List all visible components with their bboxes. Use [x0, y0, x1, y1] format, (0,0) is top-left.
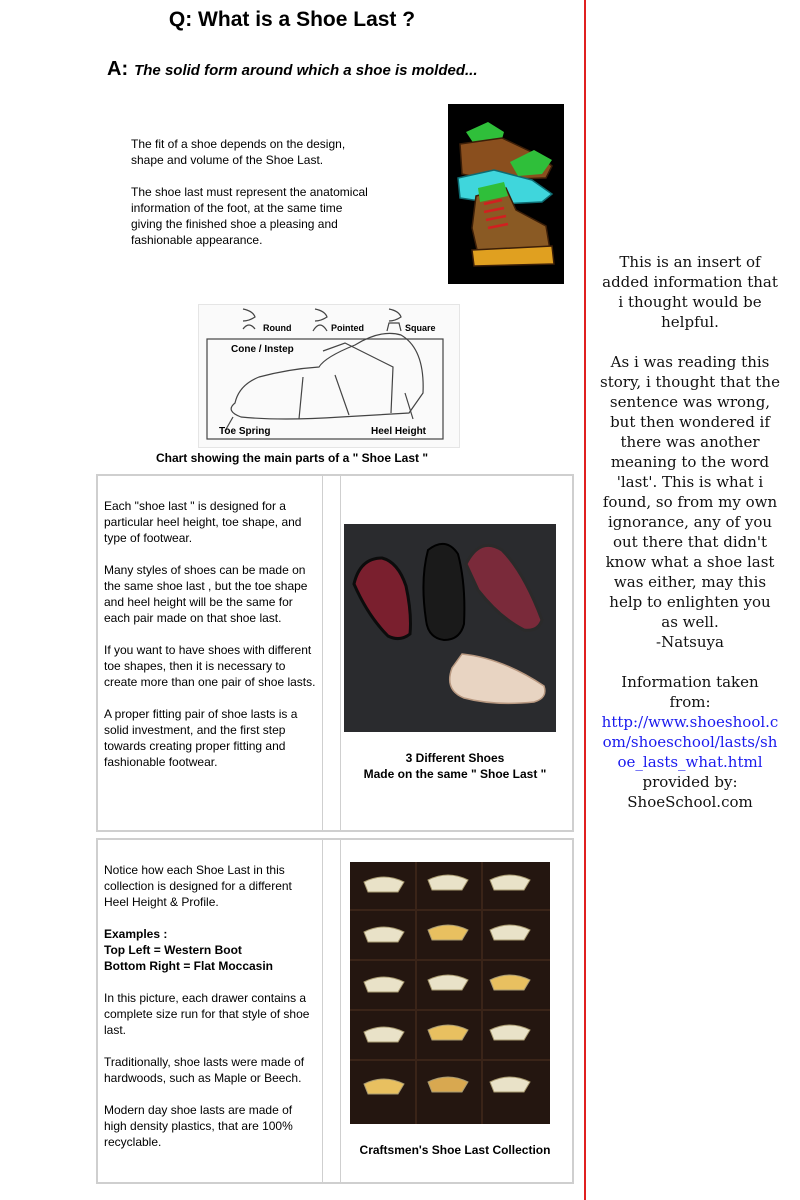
- info-box-shoes: [96, 474, 574, 832]
- answer-text: The solid form around which a shoe is molded...: [134, 62, 478, 79]
- example-item: Bottom Right = Flat Moccasin: [104, 959, 274, 973]
- heel-height-label: Heel Height: [371, 426, 427, 437]
- collection-photo-icon: [350, 862, 550, 1124]
- answer-heading: [107, 58, 477, 81]
- shoe-last-collection-photo: [350, 862, 550, 1124]
- shoes-clipart-icon: [448, 104, 564, 284]
- paragraph: Many styles of shoes can be made on the same shoe last , but the toe shape and heel height will be the same for each pair made on that shoe last.: [104, 563, 308, 625]
- examples-block: [104, 926, 314, 974]
- caption-line: Made on the same " Shoe Last ": [363, 767, 547, 781]
- toe-round-label: Round: [263, 323, 292, 333]
- toe-spring-label: Toe Spring: [219, 426, 271, 437]
- diagram-caption: Chart showing the main parts of a " Shoe Last ": [155, 451, 429, 465]
- answer-label: A:: [107, 58, 129, 80]
- source-label: Information taken from:: [621, 673, 759, 711]
- info-box-collection: [96, 838, 574, 1184]
- paragraph: Each "shoe last " is designed for a particular heel height, toe shape, and type of footwear.: [104, 499, 302, 545]
- paragraph: In this picture, each drawer contains a complete size run for that style of shoe last.: [104, 991, 310, 1037]
- example-item: Top Left = Western Boot: [104, 943, 242, 957]
- paragraph: If you want to have shoes with different toe shapes, then it is necessary to create more than one pair of shoe lasts.: [104, 643, 316, 689]
- toe-pointed-label: Pointed: [331, 323, 364, 333]
- sidebar-note: [600, 252, 780, 812]
- shoe-last-parts-diagram: [198, 304, 460, 448]
- sidebar-story-text: As i was reading this story, i thought that the sentence was wrong, but then wondered if there was another meaning to the word 'last'. This is what i found, so from my own ignorance, any of you out there that didn't know what a shoe last was either, may this help to enlighten you as well.: [600, 353, 780, 631]
- cone-instep-label: Cone / Instep: [231, 344, 294, 355]
- paragraph: Traditionally, shoe lasts were made of hardwoods, such as Maple or Beech.: [104, 1055, 305, 1085]
- column-divider: [322, 476, 323, 830]
- caption-line: 3 Different Shoes: [405, 751, 505, 765]
- intro-paragraph: The fit of a shoe depends on the design, shape and volume of the Shoe Last.: [131, 137, 346, 167]
- info-box-text: [104, 498, 316, 786]
- sidebar-source: [600, 672, 780, 812]
- shoes-photo-caption: [340, 750, 570, 782]
- vertical-divider: [584, 0, 586, 1200]
- intro-text: [131, 136, 371, 264]
- provided-label: provided by:: [642, 773, 738, 791]
- sidebar-signature: -Natsuya: [656, 633, 724, 651]
- sidebar-story: [600, 352, 780, 652]
- page-title: Q: What is a Shoe Last ?: [168, 8, 416, 31]
- column-divider: [322, 840, 323, 1182]
- paragraph: A proper fitting pair of shoe lasts is a solid investment, and the first step towards creating proper fitting and fashionable footwear.: [104, 707, 298, 769]
- info-box-text: [104, 862, 314, 1166]
- source-link[interactable]: http://www.shoeshool.com/shoeschool/lasts/shoe_lasts_what.html: [601, 713, 779, 771]
- collection-photo-caption: Craftsmen's Shoe Last Collection: [359, 1143, 551, 1157]
- column-divider: [340, 840, 341, 1182]
- paragraph: Modern day shoe lasts are made of high density plastics, that are 100% recyclable.: [104, 1103, 293, 1149]
- provider-name: ShoeSchool.com: [627, 793, 753, 811]
- three-shoes-photo: [344, 524, 556, 732]
- intro-paragraph: The shoe last must represent the anatomical information of the foot, at the same time giving the finished shoe a pleasing and fashionable appearance.: [131, 185, 368, 247]
- paragraph: Notice how each Shoe Last in this collection is designed for a different Heel Height & Profile.: [104, 863, 292, 909]
- toe-square-label: Square: [405, 323, 436, 333]
- shoes-photo-icon: [344, 524, 556, 732]
- shoes-clipart-image: [448, 104, 564, 284]
- examples-title: Examples :: [104, 927, 168, 941]
- sidebar-note-text: This is an insert of added information that i thought would be helpful.: [602, 253, 778, 331]
